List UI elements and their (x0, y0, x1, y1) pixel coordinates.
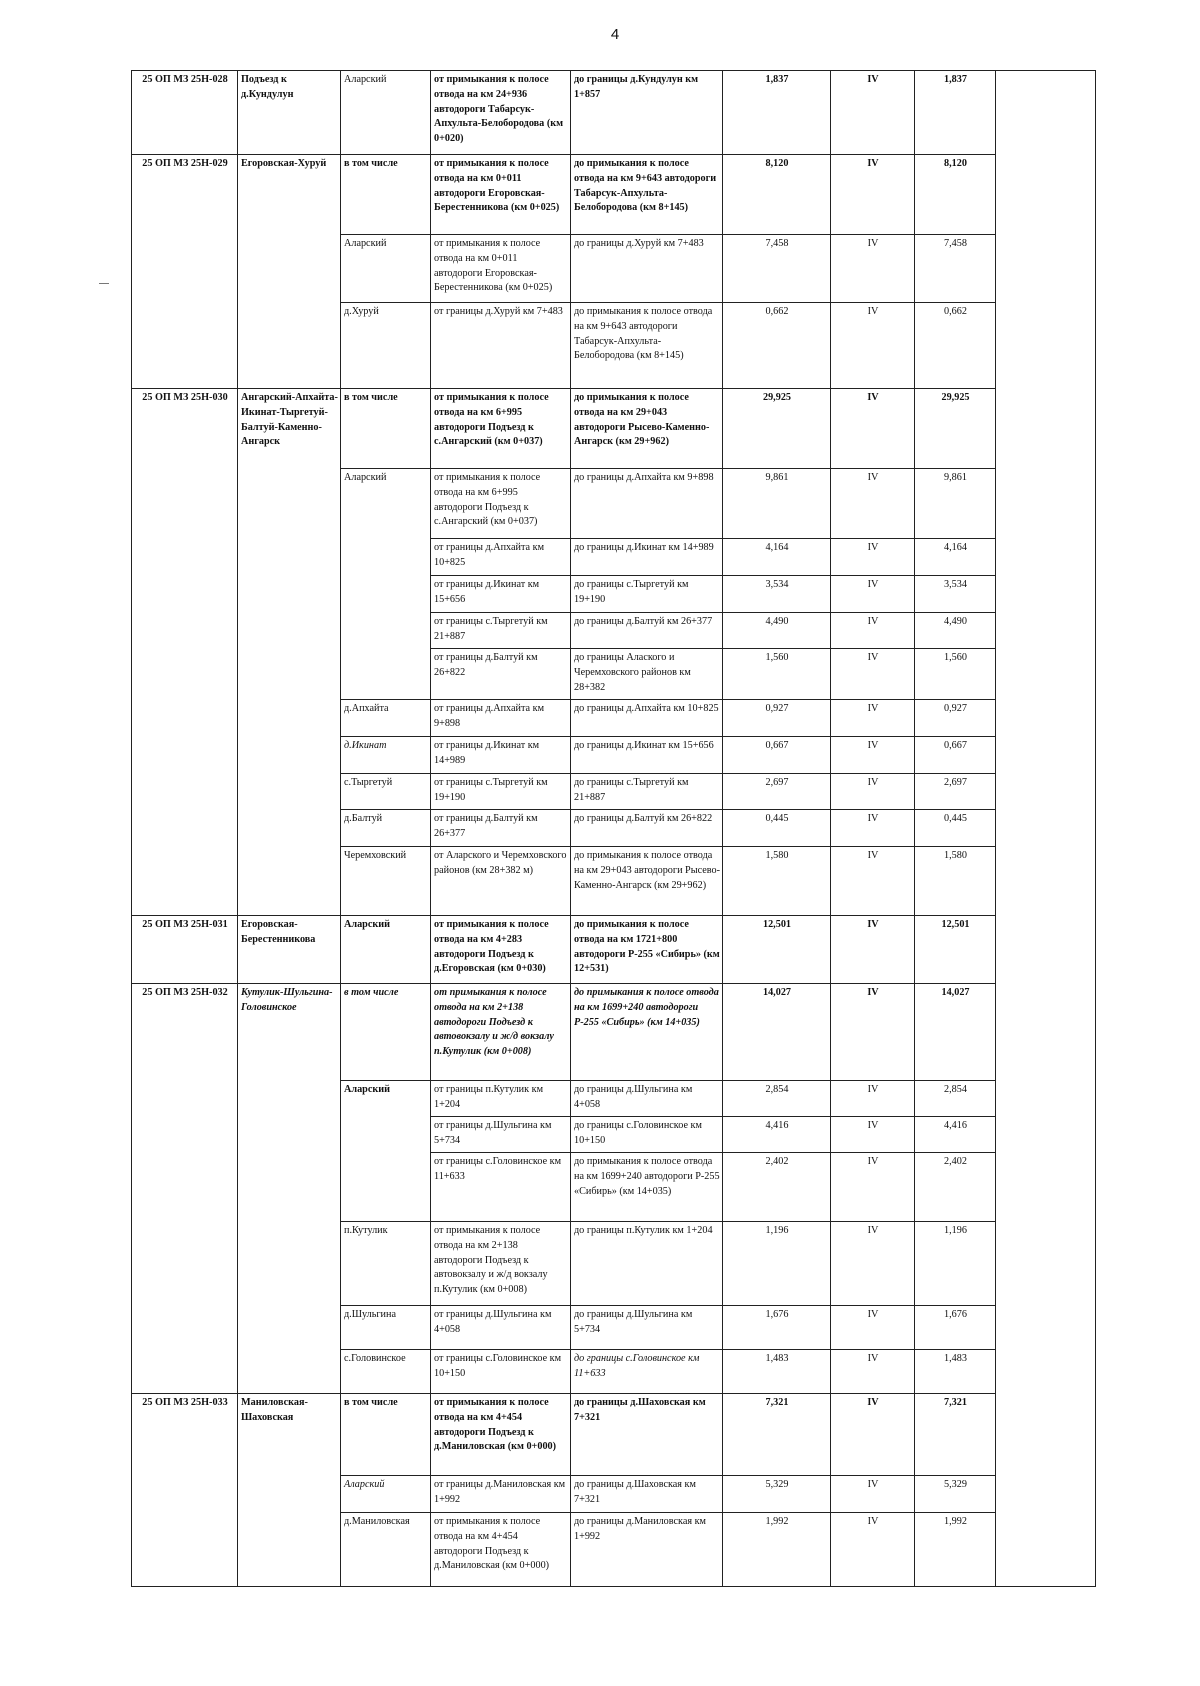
to-cell: до границы д.Икинат км 15+656 (571, 737, 723, 774)
district-cell: д.Шульгина (341, 1306, 431, 1350)
table-row (132, 71, 1096, 155)
from-cell: от Аларского и Черемховского районов (км 28+382 м) (431, 847, 571, 916)
from-cell: от примыкания к полосе отвода на км 2+138 автодороги Подъезд к автовокзалу и ж/д вокзалу п.Кутулик (км 0+008) (431, 984, 571, 1081)
to-cell: до границы Алаского и Черемховского районов км 28+382 (571, 649, 723, 700)
to-cell: до границы д.Маниловская км 1+992 (571, 1513, 723, 1587)
from-cell: от границы д.Икинат км 14+989 (431, 737, 571, 774)
category-cell: IV (831, 1394, 915, 1476)
length-cell: 0,667 (723, 737, 831, 774)
district-cell: д.Балтуй (341, 810, 431, 847)
total-length-cell: 2,854 (915, 1081, 996, 1117)
length-cell: 12,501 (723, 916, 831, 984)
length-cell: 7,458 (723, 235, 831, 303)
total-length-cell: 1,580 (915, 847, 996, 916)
total-length-cell: 4,164 (915, 539, 996, 576)
to-cell: до границы с.Тыргетуй км 19+190 (571, 576, 723, 613)
from-cell: от границы д.Икинат км 15+656 (431, 576, 571, 613)
road-name: Ангарский-Апхайта-Икинат-Тыргетуй-Балтуй-Каменно-Ангарск (238, 389, 341, 916)
from-cell: от примыкания к полосе отвода на км 6+995 автодороги Подъезд к с.Ангарский (км 0+037) (431, 469, 571, 539)
to-cell: до границы с.Головинское км 11+633 (571, 1350, 723, 1394)
to-cell: до примыкания к полосе отвода на км 1699+240 автодороги Р-255 «Сибирь» (км 14+035) (571, 984, 723, 1081)
district-cell: д.Хуруй (341, 303, 431, 389)
total-length-cell: 12,501 (915, 916, 996, 984)
from-cell: от границы с.Головинское км 10+150 (431, 1350, 571, 1394)
table-row (132, 984, 1096, 1081)
to-cell: до границы д.Шульгина км 4+058 (571, 1081, 723, 1117)
category-cell: IV (831, 984, 915, 1081)
total-length-cell: 7,458 (915, 235, 996, 303)
from-cell: от границы д.Апхайта км 10+825 (431, 539, 571, 576)
to-cell: до границы с.Тыргетуй км 21+887 (571, 774, 723, 810)
category-cell: IV (831, 1513, 915, 1587)
total-length-cell: 29,925 (915, 389, 996, 469)
total-length-cell: 2,402 (915, 1153, 996, 1222)
scan-margin-mark (99, 283, 109, 284)
district-cell: п.Кутулик (341, 1222, 431, 1306)
table-row (132, 155, 1096, 235)
length-cell: 9,861 (723, 469, 831, 539)
category-cell: IV (831, 71, 915, 155)
length-cell: 4,164 (723, 539, 831, 576)
to-cell: до границы д.Балтуй км 26+377 (571, 613, 723, 649)
to-cell: до границы д.Кундулун км 1+857 (571, 71, 723, 155)
to-cell: до примыкания к полосе отвода на км 1699+240 автодороги Р-255 «Сибирь» (км 14+035) (571, 1153, 723, 1222)
total-length-cell: 1,560 (915, 649, 996, 700)
from-cell: от границы д.Балтуй км 26+377 (431, 810, 571, 847)
total-length-cell: 4,416 (915, 1117, 996, 1153)
table-row (132, 916, 1096, 984)
total-length-cell: 9,861 (915, 469, 996, 539)
district-cell: Аларский (341, 1081, 431, 1222)
category-cell: IV (831, 1222, 915, 1306)
to-cell: до границы с.Головинское км 10+150 (571, 1117, 723, 1153)
length-cell: 1,992 (723, 1513, 831, 1587)
total-length-cell: 7,321 (915, 1394, 996, 1476)
district-cell: в том числе (341, 389, 431, 469)
category-cell: IV (831, 847, 915, 916)
category-cell: IV (831, 700, 915, 737)
category-cell: IV (831, 916, 915, 984)
length-cell: 29,925 (723, 389, 831, 469)
district-cell: д.Икинат (341, 737, 431, 774)
from-cell: от границы д.Хуруй км 7+483 (431, 303, 571, 389)
district-cell: с.Тыргетуй (341, 774, 431, 810)
road-name: Подъезд к д.Кундулун (238, 71, 341, 155)
length-cell: 2,697 (723, 774, 831, 810)
total-length-cell: 1,837 (915, 71, 996, 155)
empty-column (996, 71, 1096, 1587)
from-cell: от границы п.Кутулик км 1+204 (431, 1081, 571, 1117)
district-cell: Аларский (341, 71, 431, 155)
category-cell: IV (831, 1081, 915, 1117)
category-cell: IV (831, 613, 915, 649)
from-cell: от примыкания к полосе отвода на км 4+283 автодороги Подъезд к д.Егоровская (км 0+030) (431, 916, 571, 984)
to-cell: до границы п.Кутулик км 1+204 (571, 1222, 723, 1306)
total-length-cell: 1,992 (915, 1513, 996, 1587)
category-cell: IV (831, 539, 915, 576)
page-number: 4 (610, 26, 620, 43)
category-cell: IV (831, 155, 915, 235)
to-cell: до примыкания к полосе отвода на км 1721+800 автодороги Р-255 «Сибирь» (км 12+531) (571, 916, 723, 984)
from-cell: от примыкания к полосе отвода на км 24+936 автодороги Табарсук-Апхульта-Белобородова (км 0+020) (431, 71, 571, 155)
length-cell: 3,534 (723, 576, 831, 613)
length-cell: 4,416 (723, 1117, 831, 1153)
category-cell: IV (831, 1306, 915, 1350)
length-cell: 0,445 (723, 810, 831, 847)
district-cell: Черемховский (341, 847, 431, 916)
category-cell: IV (831, 810, 915, 847)
from-cell: от примыкания к полосе отвода на км 0+011 автодороги Егоровская-Берестенникова (км 0+025) (431, 235, 571, 303)
to-cell: до примыкания к полосе отвода на км 9+643 автодороги Табарсук-Апхульта-Белобородова (км 8+145) (571, 155, 723, 235)
from-cell: от границы д.Апхайта км 9+898 (431, 700, 571, 737)
to-cell: до границы д.Шульгина км 5+734 (571, 1306, 723, 1350)
road-name: Егоровская-Хуруй (238, 155, 341, 389)
to-cell: до границы д.Хуруй км 7+483 (571, 235, 723, 303)
to-cell: до границы д.Балтуй км 26+822 (571, 810, 723, 847)
from-cell: от примыкания к полосе отвода на км 4+454 автодороги Подъезд к д.Маниловская (км 0+000) (431, 1394, 571, 1476)
district-cell: Аларский (341, 916, 431, 984)
total-length-cell: 4,490 (915, 613, 996, 649)
total-length-cell: 0,445 (915, 810, 996, 847)
length-cell: 1,837 (723, 71, 831, 155)
length-cell: 2,402 (723, 1153, 831, 1222)
district-cell: Аларский (341, 235, 431, 303)
category-cell: IV (831, 303, 915, 389)
road-code: 25 ОП МЗ 25Н-029 (132, 155, 238, 389)
length-cell: 1,483 (723, 1350, 831, 1394)
category-cell: IV (831, 1153, 915, 1222)
total-length-cell: 0,662 (915, 303, 996, 389)
from-cell: от примыкания к полосе отвода на км 2+138 автодороги Подъезд к автовокзалу и ж/д вокзалу п.Кутулик (км 0+008) (431, 1222, 571, 1306)
from-cell: от границы с.Тыргетуй км 21+887 (431, 613, 571, 649)
category-cell: IV (831, 737, 915, 774)
length-cell: 1,196 (723, 1222, 831, 1306)
to-cell: до границы д.Шаховская км 7+321 (571, 1394, 723, 1476)
total-length-cell: 5,329 (915, 1476, 996, 1513)
category-cell: IV (831, 1117, 915, 1153)
district-cell: в том числе (341, 155, 431, 235)
from-cell: от границы с.Тыргетуй км 19+190 (431, 774, 571, 810)
total-length-cell: 0,667 (915, 737, 996, 774)
district-cell: д.Маниловская (341, 1513, 431, 1587)
length-cell: 14,027 (723, 984, 831, 1081)
length-cell: 0,662 (723, 303, 831, 389)
road-code: 25 ОП МЗ 25Н-030 (132, 389, 238, 916)
length-cell: 4,490 (723, 613, 831, 649)
district-cell: Аларский (341, 469, 431, 700)
road-name: Егоровская-Берестенникова (238, 916, 341, 984)
to-cell: до примыкания к полосе отвода на км 29+043 автодороги Рысево-Каменно-Ангарск (км 29+962) (571, 847, 723, 916)
district-cell: Аларский (341, 1476, 431, 1513)
to-cell: до примыкания к полосе отвода на км 29+043 автодороги Рысево-Каменно-Ангарск (км 29+962) (571, 389, 723, 469)
total-length-cell: 1,483 (915, 1350, 996, 1394)
district-cell: с.Головинское (341, 1350, 431, 1394)
total-length-cell: 14,027 (915, 984, 996, 1081)
length-cell: 1,560 (723, 649, 831, 700)
district-cell: в том числе (341, 984, 431, 1081)
length-cell: 0,927 (723, 700, 831, 737)
to-cell: до примыкания к полосе отвода на км 9+643 автодороги Табарсук-Апхульта-Белобородова (км 8+145) (571, 303, 723, 389)
category-cell: IV (831, 1476, 915, 1513)
district-cell: в том числе (341, 1394, 431, 1476)
length-cell: 1,676 (723, 1306, 831, 1350)
district-cell: д.Апхайта (341, 700, 431, 737)
table-row (132, 389, 1096, 469)
total-length-cell: 8,120 (915, 155, 996, 235)
total-length-cell: 2,697 (915, 774, 996, 810)
length-cell: 2,854 (723, 1081, 831, 1117)
from-cell: от примыкания к полосе отвода на км 6+995 автодороги Подъезд к с.Ангарский (км 0+037) (431, 389, 571, 469)
road-name: Кутулик-Шульгина-Головинское (238, 984, 341, 1394)
road-name: Маниловская-Шаховская (238, 1394, 341, 1587)
category-cell: IV (831, 469, 915, 539)
from-cell: от границы с.Головинское км 11+633 (431, 1153, 571, 1222)
from-cell: от границы д.Шульгина км 5+734 (431, 1117, 571, 1153)
to-cell: до границы д.Апхайта км 9+898 (571, 469, 723, 539)
total-length-cell: 0,927 (915, 700, 996, 737)
length-cell: 8,120 (723, 155, 831, 235)
total-length-cell: 1,676 (915, 1306, 996, 1350)
category-cell: IV (831, 235, 915, 303)
length-cell: 7,321 (723, 1394, 831, 1476)
category-cell: IV (831, 389, 915, 469)
category-cell: IV (831, 1350, 915, 1394)
total-length-cell: 3,534 (915, 576, 996, 613)
roads-table (131, 70, 1096, 1587)
road-code: 25 ОП МЗ 25Н-032 (132, 984, 238, 1394)
road-code: 25 ОП МЗ 25Н-028 (132, 71, 238, 155)
from-cell: от границы д.Балтуй км 26+822 (431, 649, 571, 700)
road-code: 25 ОП МЗ 25Н-033 (132, 1394, 238, 1587)
category-cell: IV (831, 576, 915, 613)
from-cell: от примыкания к полосе отвода на км 4+454 автодороги Подъезд к д.Маниловская (км 0+000) (431, 1513, 571, 1587)
from-cell: от границы д.Маниловская км 1+992 (431, 1476, 571, 1513)
to-cell: до границы д.Апхайта км 10+825 (571, 700, 723, 737)
length-cell: 5,329 (723, 1476, 831, 1513)
road-code: 25 ОП МЗ 25Н-031 (132, 916, 238, 984)
category-cell: IV (831, 649, 915, 700)
total-length-cell: 1,196 (915, 1222, 996, 1306)
to-cell: до границы д.Шаховская км 7+321 (571, 1476, 723, 1513)
length-cell: 1,580 (723, 847, 831, 916)
category-cell: IV (831, 774, 915, 810)
to-cell: до границы д.Икинат км 14+989 (571, 539, 723, 576)
from-cell: от границы д.Шульгина км 4+058 (431, 1306, 571, 1350)
table-row (132, 1394, 1096, 1476)
from-cell: от примыкания к полосе отвода на км 0+011 автодороги Егоровская-Берестенникова (км 0+025) (431, 155, 571, 235)
